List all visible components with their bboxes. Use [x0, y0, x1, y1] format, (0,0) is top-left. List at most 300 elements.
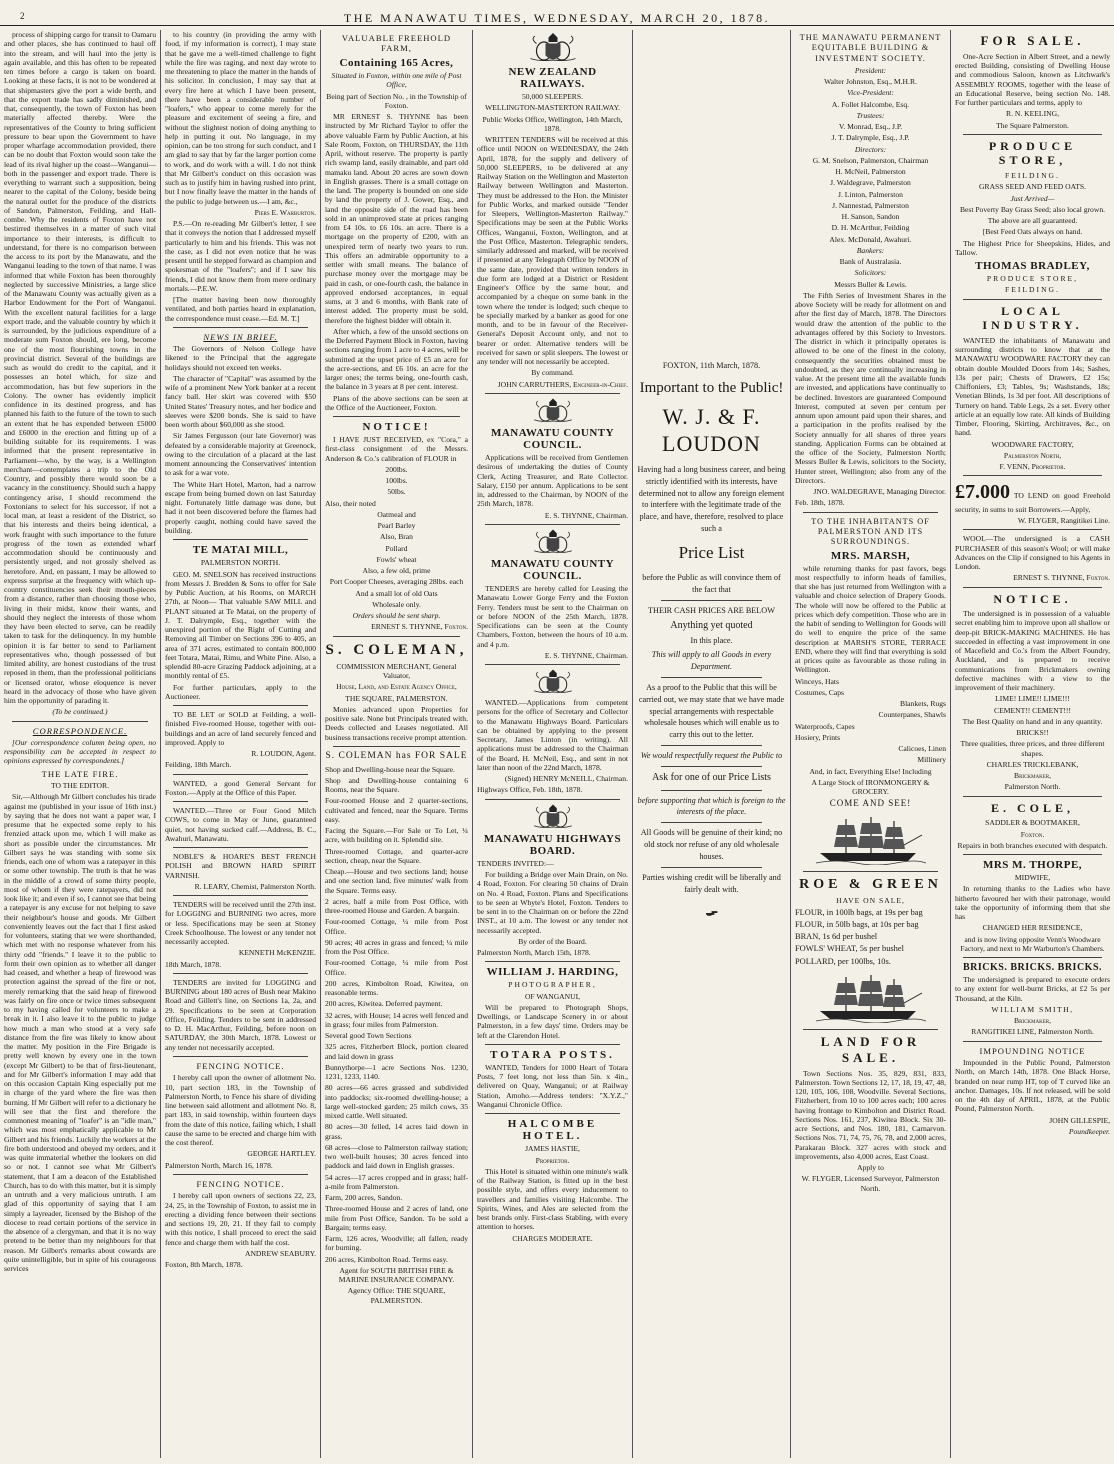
ad-text: THEIR CASH PRICES ARE BELOW [648, 605, 775, 615]
signature: ANDREW SEABURY. [244, 1248, 316, 1258]
ad-text: By command. [531, 368, 574, 378]
list-item: 50lbs. [387, 487, 406, 497]
name: J. T. Dalrymple, Esq., J.P. [831, 133, 910, 143]
signature: R. LOUDON, Agent. [251, 749, 316, 759]
ad-heading: S. COLEMAN has FOR SALE [325, 750, 468, 761]
ad-subheading: MIDWIFE, [1014, 873, 1051, 883]
ad-text: The undersigned is prepared to execute orders to any extent for well-burnt Bricks, at £2 5s per Thousand, at the Kiln. [955, 975, 1110, 1003]
ad-text: CHANGED HER RESIDENCE, [982, 923, 1083, 933]
news-item: The Governors of Nelson College have likened to the Principal that the aggregate holidays should not exceed ten weeks. [165, 344, 316, 372]
signature: CHARLES TRICKLEBANK, [986, 759, 1079, 769]
ad-heading: FENCING NOTICE. [196, 1178, 285, 1189]
ad-subheading: House, Land, and Estate Agency Office, [336, 682, 457, 692]
ad-text: Agency Office: THE SQUARE, PALMERSTON. [347, 1286, 446, 1305]
column-7 [951, 30, 1114, 1458]
ad-subheading: PHOTOGRAPHER, [508, 980, 597, 990]
ad-text: Orders should be sent sharp. [352, 611, 441, 621]
list-item: Cheap.—House and two sections land; house and one section land, five minutes' walk from the Square. Terms easy. [325, 867, 468, 895]
ad-text: Impounded in the Public Pound, Palmerston North, on March 14th, 1878. One Black Horse, branded on near rump HT, top of T curved like an anchor. Damages, 10s. If not released, will be sold on the 4th day of APRIL, 1878, at the Public Pound, Palmerston North. [955, 1058, 1110, 1114]
list-item: Millinery [917, 755, 946, 765]
column-5 [633, 30, 790, 1458]
signature: WILLIAM SMITH, [991, 1004, 1074, 1014]
signature: E. S. THYNNE, Chairman. [544, 510, 628, 520]
ad-text: WOOL—The undersigned is a CASH PURCHASER of this season's Wool; or will make Advances on the Clip if consigned to his Agents in London. [955, 534, 1110, 572]
divider [173, 1174, 308, 1175]
ad-text: NOBLE'S & HOARE'S BEST FRENCH POLISH and BROWN HARD SPIRIT VARNISH. [165, 852, 316, 880]
ad-date: 18th March, 1878. [165, 959, 222, 969]
ad-text: I HAVE JUST RECEIVED, ex "Cora," a first-class consignment of the Messrs. Anderson & Co.'s calibration of FLOUR in [325, 435, 468, 463]
divider [803, 871, 938, 872]
ad-text: Having had a long business career, and being strictly identified with its interests, have determined not to allow any foreign element to interfere with the legitimate trade of the place, and have, therefore, resolved to place such a [637, 464, 786, 534]
ad-text: Monies advanced upon Properties for positive sale. None but Principals treated with. Deeds collected and Leases negotiated. All business transactions receive prompt attention. [325, 704, 468, 742]
correspondence-heading: CORRESPONDENCE. [32, 725, 128, 736]
signature-title: Poundkeeper. [1068, 1126, 1110, 1136]
list-item: Waterproofs, Capes [795, 721, 855, 731]
ad-text: Ask for one of our Price Lists [652, 772, 771, 784]
divider [661, 822, 762, 823]
signature: W. FLYGER, Licensed Surveyor, Palmerston North. [801, 1174, 940, 1193]
ad-subheading: Brickmaker, [1014, 1016, 1051, 1026]
ad-location: Situated in Foxton, within one mile of Post Office, [331, 71, 462, 90]
ad-heading: BRICKS. BRICKS. BRICKS. [962, 962, 1103, 974]
ad-text: By order of the Board. [518, 936, 587, 946]
name: D. H. McArthur, Feilding [831, 223, 910, 233]
ad-heading: NEW ZEALAND RAILWAYS. [508, 66, 597, 91]
ad-heading: MRS. MARSH, [830, 549, 911, 562]
ad-place: Palmerston North, [1003, 450, 1062, 460]
ad-text: Best Poverty Bay Grass Seed; also local grown. [959, 204, 1106, 214]
divider [661, 600, 762, 601]
list-item: Also, Bran [380, 532, 413, 542]
newspaper-title: THE MANAWATU TIMES, WEDNESDAY, MARCH 20, 1878. [343, 11, 771, 25]
ad-date: FOXTON, 11th March, 1878. [662, 361, 761, 370]
list-item: Blankets, Rugs [900, 699, 946, 709]
ad-text: WANTED, a good General Servant for Foxton.—Apply at the Office of this Paper. [165, 778, 316, 797]
list-item: Three-roomed House and 2 acres of land, one mile from Post Office, Sandon. To be sold a Bargain; terms easy. [325, 1204, 468, 1232]
ad-text: WANTED.—Three or Four Good Milch COWS, to come in May or June, guaranteed quiet, not having sucked calf.—Address, B. C., Awahuri, Manawatu. [165, 806, 316, 843]
ad-text: The above are all guaranteed. [987, 216, 1078, 226]
ad-heading: NOTICE! [362, 421, 431, 434]
divider [485, 664, 620, 665]
divider [963, 1041, 1102, 1042]
list-item: Facing the Square.—For Sale or To Let, ¼ acre, with building on it. Splendid site. [325, 826, 468, 845]
signature: Piers E. Warburton. [254, 207, 316, 217]
ad-date: Feilding, 18th March. [165, 760, 232, 770]
list-item: BRAN, 1s 6d per bushel [795, 932, 878, 942]
ad-text: BRICKS!! [1016, 728, 1049, 738]
divider [485, 1044, 620, 1045]
royal-crest-icon [528, 529, 578, 555]
divider [485, 393, 620, 394]
ad-heading: S. COLEMAN, [325, 641, 468, 658]
royal-crest-icon [528, 398, 578, 424]
ad-heading: NOTICE. [993, 591, 1072, 606]
divider [173, 895, 308, 896]
pointing-hand-icon [705, 908, 719, 918]
ad-text: Anything yet quoted [670, 619, 753, 631]
news-heading: NEWS IN BRIEF. [203, 331, 278, 342]
list-item: And a small lot of old Oats [355, 588, 438, 598]
divider [963, 854, 1102, 855]
divider [963, 957, 1102, 958]
firm-name: W. J. & F. LOUDON [662, 404, 761, 456]
column-4 [473, 30, 632, 1458]
list-item: FOWLS' WHEAT, 5s per bushel [795, 944, 904, 954]
label: Bankers: [856, 245, 885, 255]
divider [173, 774, 308, 775]
ad-text: CEMENT!! CEMENT!!! [994, 705, 1071, 715]
ad-text: Will be prepared to Photograph Shops, Dwellings, or Landscape Scenery in or about Palmerston, in a few days' time. Orders may be left at the Clarendon Hotel. [477, 1002, 628, 1040]
ad-text: The Fifth Series of Investment Shares in the above Society will be ready for allotment on and after the first day of March, 1878. The Directors would draw the attention of the public to the advantages offered by this Society to Investors. The district in which it principally operates is allowed to be one of the finest in the colony, consequently the securities obtained must be undoubted, as they are continually increasing in value. At the present time all the available funds are invested, and applications have continually to be declined. Investors are guaranteed Compound Interest, computed at seven per centum per annum upon amount paid upon their shares, and a participation in the profits realised by the Society annually for all shares of three years standing. Application Forms can be obtained at the office of the Society, Palmerston North; Messrs Buller & Lewis, solicitors to the Society, Hunter street, Wellington; also from any of the Directors. [795, 290, 946, 485]
ad-subheading: Proprietor. [535, 1155, 570, 1165]
ad-heading: VALUABLE FREEHOLD FARM, [341, 33, 452, 54]
ad-text: COME AND SEE! [829, 798, 912, 809]
ad-heading: TOTARA POSTS. [490, 1048, 615, 1061]
ad-place: THE SQUARE, PALMERSTON. [345, 693, 448, 703]
ad-text: Parties wishing credit will be liberally and fairly dealt with. [642, 873, 781, 894]
ad-date: Highways Office, Feb. 18th, 1878. [477, 785, 583, 795]
ad-text: WANTED the inhabitants of Manawatu and surrounding districts to know that at the MANAWATU WOODWARE FACTORY they can obtain double Moulded Doors from 14s; Sashes, 13s per pair; Chests of Drawers, £2 15s; Chiffoniers, £3; Tables, 9s; Washstands, 18s; Venetian Blinds, 1s 3d per foot. All descriptions of Turnery on hand. Table Legs, 2s a set. Every other article at an equally low rate. All kinds of Building Timber, Flooring, Skirting, Architraves, &c., on hand. [955, 335, 1110, 438]
signature: (Signed) HENRY McNEILL, Chairman. [504, 774, 628, 784]
ad-place: FEILDING. [1005, 171, 1060, 181]
list-item: Four-roomed Cottage, ¼ mile from Post Office. [325, 917, 468, 936]
list-item: 325 acres, Fitzherbert Block, portion cleared and laid down in grass [325, 1042, 468, 1061]
ad-heading: FENCING NOTICE. [196, 1060, 285, 1071]
ad-text: WANTED, Tenders for 1000 Heart of Totara Posts, 7 feet long, not less than 5in. x 4in., delivered on Quay, Wanganui; or at Railway Station, Amoho.—Address tenders: "X.Y.Z.," Wanganui Chronicle Office. [477, 1062, 628, 1109]
ad-text: We would respectfully request the Public to [640, 751, 783, 761]
ad-text: WRITTEN TENDERS will be received at this office until NOON on WEDNESDAY, the 24th April, 1878, for the supply and delivery of 50,000 SLEEPERS, to be delivered at any Railway Station on the Wellington and Masterton Railway between Wellington and Masterton. They must be addressed to the Hon. the Minister for Public Works, and marked outside "Tender for Sleepers, Wellington-Masterton Railway." Specifications may be seen at the Public Works Offices, Wanganui, Foxton, Wellington, and at the Post Office, Masterton. Telegraphic tenders, similarly addressed and marked, will be received if presented at any Telegraph Office by NOON of the same date, provided that written tenders in due form are lodged at a District or Resident Engineer's Office by the same hour, and accompanied by a cheque on some bank in the town where the tender is lodged; such cheque to be specially marked by a banker as good for one month, and to be in favour of the Receiver-General's Deposit Account only, and not to bearer or order. Alternative tenders will be received for sawn or split sleepers. The lowest or any tender will not necessarily be accepted. [477, 135, 628, 367]
divider [661, 867, 762, 868]
ad-subheading: WOODWARE FACTORY, [991, 439, 1074, 449]
ad-heading: HALCOMBE HOTEL. [507, 1118, 598, 1143]
divider [173, 801, 308, 802]
list-item: 90 acres; 40 acres in grass and fenced; ¼ mile from the Post Office. [325, 937, 468, 957]
ad-subheading: COMMISSION MERCHANT, General Valuator, [336, 661, 457, 681]
column-2 [161, 30, 320, 1458]
ad-heading: LAND FOR SALE. [820, 1033, 921, 1065]
letter-text: Sir,—Although Mr Gilbert concludes his tirade against me (published in your issue of 16th inst.) by saying that he does not want a paper war, I presume that he expected some reply to his frenzied attack upon me, which I will make as short as possible under the circumstances. Mr Gilbert says he was standing with some six friends, each one of whom was a ratepayer in this or some other township. The truth is that he was in the middle of a crowd of some thirty people, most of whom if they were ratepayers, did not look like it; and even if so, I cannot see that being a ratepayer is any excuse for not helping to save their neighbour's house and goods. Mr Gilbert conveniently leaves out the fact that I first asked for volunteers, stating that we were shorthanded, which met with no response whatever from his thirty odd "friends." I leave it to the public to form their own opinion as to whether all danger had ceased, and whether a heap of firewood was protection against the spread of the fire or not, merely remarking that the said heap of firewood was fairly on fire once or twice times subsequent to my having called for volunteers to make a break in it. I also leave it to the public to judge how much a man who stood at a very safe distance from the fire was likely to know about the matter. My position in the Fire Brigade is pretty well known by every one in the town (except Mr Gilbert) to be that of first-lieutenant, and for Mr Gilbert's information I may add that on this occasion Captain King especially put me in charge of the yard where the fire was then burning. If Mr Gilbert will refer to a dictionary he will see that the first and therefore the commonest meaning of "loafer" is an "idle man," which was most emphatically applicable to Mr Gilbert and his friends. Luckily the workers at the fire both understood and obeyed my orders, and it was quite immaterial whether the lookers on did so or not. I cannot see what Mr Gilbert's statement, that I am a deacon of the Established Church, has to do with this matter, but it is simply an untruth and a very malicious untruth. I am glad of this opportunity of saying that I am simply a layreader, licensed by the Bishop of the diocese to read certain portions of the service in the absence of a clergyman, and that it is no way pretend to be better than my neighbours for that reason. Mr Gilbert's remarks about cowards are quite unintelligible, but in spite of his courageous services [4, 792, 156, 1274]
ad-text: [Best Feed Oats always on hand. [982, 227, 1083, 237]
list-item: 2 acres, half a mile from Post Office, with three-roomed House and Garden. A bargain. [325, 896, 468, 916]
divider [173, 973, 308, 974]
ad-text: TENDERS are hereby called for Leasing the Manawatu Lower Gorge Ferry and the Foxton Ferry. Tenders must be sent to the Chairman on or before NOON of the 25th March, 1878. Specifications can be seen at the County Chambers, Foxton, between the hours of 10 a.m. and 4 p.m. [477, 584, 628, 649]
name: J. Linton, Palmerston [838, 189, 903, 199]
signature: F. VENN, Proprietor. [999, 462, 1066, 472]
ad-text: For further particulars, apply to the Auctioneer. [165, 682, 316, 701]
name: Alex. McDonald, Awahuri. [829, 234, 912, 244]
divider [173, 327, 308, 328]
ad-date: Foxton, 8th March, 1878. [165, 1260, 243, 1270]
ad-subheading: SADDLER & BOOTMAKER, [985, 818, 1080, 828]
list-item: 68 acres—close to Palmerston railway station; two well-built houses; 30 acres fenced into paddock and laid down in English grasses. [325, 1142, 468, 1171]
ad-text: I hereby call upon owners of sections 22, 23, 24, 25, in the Township of Foxton, to assist me in erecting a dividing fence between their sections and sections 19, 20, 21. If they fail to comply with this notice, I shall proceed to erect the said fence and charge them with half the cost. [165, 1191, 316, 1247]
list-item: Also, their noted [325, 498, 376, 508]
signature: JOHN CARRUTHERS, Engineer-in-Chief. [497, 379, 628, 389]
royal-crest-icon [523, 33, 583, 63]
divider [963, 587, 1102, 588]
continued-note: (To be continued.) [52, 707, 108, 717]
divider [173, 705, 308, 706]
divider [963, 299, 1102, 300]
ad-text: TO BE LET or SOLD at Feilding, a well-finished Five-roomed House, together with out-buildings and an acre of land securely fenced and improved. Apply to [165, 710, 316, 747]
loan-ad [955, 480, 1110, 514]
signature: W. FLYGER, Rangitikei Line. [1017, 516, 1110, 526]
list-item: Bunnythorpe—1 acre Sections Nos. 1230, 1231, 1233, 1140. [325, 1062, 468, 1082]
list-item: Hosiery, Prints [795, 732, 841, 742]
ad-place: Palmerston North. [1004, 782, 1061, 792]
divider [963, 529, 1102, 530]
signature: GEORGE HARTLEY. [247, 1149, 316, 1159]
signature: R. N. KEELING, [1006, 109, 1059, 119]
ad-subheading: HAVE ON SALE, [836, 896, 905, 906]
divider [963, 796, 1102, 797]
ad-text: After which, a few of the unsold sections on the Deferred Payment Block in Foxton, having sections ranging from 1 acre to 4 acres, will be submitted at the upset price of £5 an acre for the acre-sections, and £6 10s. an acre for the larger ones; the terms being, one-fourth cash, the balance in 3 years at 8 per cent. interest. [325, 326, 468, 392]
column-6 [791, 30, 950, 1458]
royal-crest-icon [528, 669, 578, 695]
ad-text: GEO. M. SNELSON has received instructions from Messrs J. Bredden & Sons to offer for Sale by Public Auction, at his Rooms, on MARCH 27th, at Noon— That valuable SAW MILL and PLANT situated at Te Matai, on the property of J. T. Dalrymple, Esq., together with the unexpired portion of the Right of Cutting and Removing all Timber on Sections 396 to 405, an area of 371 acres, estimated to contain 800,000 feet Totara, Matai, Rimu, and White Pine. Also, a splendid 80-acre Grazing Paddock adjoining, at a monthly rental of £5. [165, 569, 316, 681]
ad-text: Repairs in both branches executed with despatch. [957, 840, 1108, 850]
ad-text: Agent for SOUTH BRITISH FIRE & MARINE INSURANCE COMPANY. [338, 1265, 455, 1285]
divider [803, 1029, 938, 1030]
sailing-ship-icon [816, 973, 926, 1023]
label: Trustees: [856, 110, 885, 120]
list-item: 100lbs. [385, 476, 408, 486]
ad-heading: IMPOUNDING NOTICE [979, 1045, 1086, 1056]
ad-place: RANGITIKEI LINE, Palmerston North. [971, 1027, 1094, 1037]
list-item: Fowls' wheat [376, 554, 417, 564]
ad-subheading: Containing 165 Acres, [339, 56, 454, 69]
list-item: Costumes, Caps [795, 687, 844, 697]
ad-text: A Large Stock of IRONMONGERY & GROCERY. [811, 777, 930, 797]
ad-text: This will apply to all Goods in every Department. [651, 649, 772, 671]
list-item: Shop and Dwelling-house containing 6 Rooms, near the Square. [325, 775, 468, 795]
ad-subheading: Brickmaker, [1014, 771, 1051, 781]
list-item: Also, a few old, prime [362, 566, 431, 576]
ad-place: PALMERSTON NORTH. [200, 558, 281, 568]
divider [333, 636, 460, 637]
ad-text: For building a Bridge over Main Drain, on No. 4 Road, Foxton. For clearing 50 chains of Drain on No. 4 Road, Foxton. Plans and Specifications to be seen at Whyte's Hotel, Foxton. Tenders to be sent in to the Chairman on or before the 22nd INST., at 10 a.m. The lowest or any tender not necessarily accepted. [477, 870, 628, 935]
divider [485, 1113, 620, 1114]
name: J. Nannestad, Palmerston [832, 200, 909, 210]
list-item: Oatmeal and [377, 509, 416, 519]
ad-place: The Square Palmerston. [996, 120, 1069, 130]
ad-text: The Highest Price for Sheepskins, Hides, and Tallow. [955, 238, 1110, 257]
ad-subheading: OF WANGANUI, [524, 991, 581, 1001]
divider [661, 745, 762, 746]
label: President: [854, 65, 887, 75]
list-item: Farm, 126 acres, Woodville; all fallen, ready for burning. [325, 1234, 468, 1253]
news-item: The White Hart Hotel, Marton, had a narrow escape from being burned down on last Saturday night. Fortunately little damage was done, but had it not been discovered before the flames had properly caught, nothing could have saved the building. [165, 479, 316, 535]
ad-subheading: GRASS SEED AND FEED OATS. [979, 182, 1086, 192]
signature: E. S. THYNNE, Chairman. [544, 650, 628, 660]
page-number: 2 [20, 11, 25, 21]
ad-text: The Best Quality on hand and in any quantity. [962, 716, 1103, 726]
ad-text: and is now living opposite Venn's Woodware Factory, and next to Mr Warburton's Chambers. [960, 934, 1105, 953]
ad-text: All Goods will be genuine of their kind; no old stock nor refuse of any old wholesale houses. [640, 828, 783, 862]
list-item: 80 acres—30 felled, 14 acres laid down in grass. [325, 1122, 468, 1141]
divider [173, 539, 308, 540]
salutation: TO THE EDITOR. [50, 781, 109, 791]
signature: KENNETH McKENZIE. [238, 948, 316, 958]
ad-heading: Important to the Public! [639, 379, 784, 396]
signature: JOHN GILLESPIE, [1049, 1115, 1110, 1125]
signature: R. LEARY, Chemist, Palmerston North. [194, 881, 316, 891]
list-item: FLOUR, in 50lb bags, at 10s per bag [795, 919, 919, 929]
ad-text: Town Sections Nos. 35, 829, 831, 833, Palmerston. Town Sections 12, 17, 18, 19, 47, 48, 120, 105, 106, 108, Woodville. Several Sections, Fitzherbert, from 10 to 100 acres each; 100 acres having frontage to Kimbolton and District Road. Sections Nos. 161, 237, Kiwitea Block. Six 30-acre Sections, and Nos. 180, 181, Carnarvon. Sections Nos. 71, 74, 75, 76, 78, and 2,000 acres, Parakarau Block. 327 acres with stock and improvements, also 4,000 acres, East Coast. [795, 1068, 946, 1161]
ad-section: Being part of Section No. , in the Township of Foxton. [326, 91, 467, 110]
list-item: 200lbs. [385, 464, 408, 474]
sailing-ship-icon [816, 815, 926, 865]
list-item: FLOUR, in 100lb bags, at 19s per bag [795, 907, 923, 917]
article-heading: THE LATE FIRE. [41, 768, 119, 779]
name: H. Sanson, Sandon [841, 212, 900, 221]
ad-subheading: TENDERS INVITED:— [477, 858, 554, 868]
name: J. Waldegrave, Palmerston [830, 178, 911, 188]
column-1 [0, 30, 160, 1458]
list-item: Counterpanes, Shawls [878, 710, 946, 720]
ad-date: Feb. 18th, 1878. [795, 498, 845, 508]
signature: ERNEST S. THYNNE, Foxton. [371, 622, 468, 632]
ad-heading: MANAWATU HIGHWAYS BOARD. [483, 832, 622, 857]
divider [963, 134, 1102, 135]
ad-heading: THE MANAWATU PERMANENT EQUITABLE BUILDING & INVESTMENT SOCIETY. [799, 33, 942, 63]
divider [485, 961, 620, 962]
ad-heading: TE MATAI MILL, [192, 544, 289, 557]
list-item: Four-roomed Cottage, ¼ mile from Post Office. [325, 958, 468, 977]
article-text: process of shipping cargo for transit to Oamaru and other places, she has continued to haul off into the stream, and will haul into the jetty is again available, and this has often to be repeated ten times before a cargo is taken on board. Looking at these facts, it is not to be wondered at that shipmasters give the port a wide berth, and that the export trade has sadly diminished, and that, consequently, the town of Foxton has been materially affected thereby. Were the representatives of the County to bring sufficient pressure to bear upon the Government to have proper wharfage accommodation provided, there can be no doubt that Foxton would soon take the lead of its rival higher up the coast—Wanganui—both in the passenger and export trade. There is everything to warrant such a supposition, being nearer to the capital of the Colony, beside being the natural outlet for the produce of the districts of Sandon, Palmerston, Feilding, and Hall-combe. Why the residents of Foxton have not bestirred themselves in a matter of such vital importance to their interests, is difficult to understand, for there is no comparison between the access to its port by the Manawatu, and the Wanganui leading to the town of that name. I was informed that while Foxton has been thoroughly neglected by successive Ministries, a large slice of the Manawatu County was actually given as a Harbor Endowment for the Port of Wanganui. With the excellent natural facilities for a large export trade, and the valuable country by which it is surrounded, by the judicious expenditure of a moderate sum Foxton should, ere long, become one of the most flourishing towns in the provincial district. Several of the buildings are such as would do credit to the capital, and it possesses an hotel which, for size and accommodation, has but few superiors in the Colony. The owner has evidently implicit confidence in its destined progress, and has planned his faith to the future of the town to such an extent that he has expended between £5000 and £6000 in the erection and fitting up of a building suitable for its requirements. I was informed that the present representative in Parliament—who, by the way, is a Wellington merchant—contemplates a trip to the Old Country, and possibly there would soon be a vacancy in the constituency. Should such a happy contingency arise, I should recommend the Foxtonians to select for his successor, if not a local man, at least a resident of the District, so that his interests and theirs being identical, a work fraught with such importance to the future progress of the town as extended wharf accommodation should be continuously and persistently urged, and not grossly shelved as heretofore. And, en passant, I may be allowed to express surprise at the frequency with which up-country constituencies seek their mouth-pieces from a distance, rather than choosing those who, living in their midst, know their wants, and should they neglect the interests of those whom they have been elected to serve, can be readily taken to task for the delinquency. In my humble opinion it is far better to send to Parliament representatives who, though possessed of but limited ability, are honest custodians of the trust reposed in them, than the professional politicians or licensed orator, whose eloquence is never heard in the advocacy of those who have given him the opportunity of parading it. [4, 30, 156, 705]
ad-heading: FOR SALE. [980, 33, 1085, 48]
ad-place: FEILDING. [1005, 285, 1060, 295]
divider [12, 721, 148, 722]
divider [661, 790, 762, 791]
list-item: 200 acres, Kiwitea. Deferred payment. [325, 999, 443, 1009]
ad-date: Palmerston North, March 15th, 1878. [477, 948, 591, 957]
news-item: The character of "Capital" was assumed by the wife of a prominent New York banker at a recent fancy ball. Her skirt was covered with $50 United States' Treasury notes, and her bodice and sleeves were $200 bonds. She is said to have been worth about $60,000 as she stood. [165, 373, 316, 430]
ad-text: LIME! LIME!! LIME!!! [995, 694, 1070, 704]
name: A. Follet Halcombe, Esq. [831, 99, 910, 109]
ad-text: MR ERNEST S. THYNNE has been instructed by Mr Richard Taylor to offer the above valuable Farm by Public Auction, at his Sale Room, Foxton, on THURSDAY, the 11th April, without reserve. The property is partly rich swamp land, easily drainable, and part old mamaku land. About 20 acres are sown down in English grasses. There is a small cottage on the land. The property is bounded on one side by land the property of J. Gower, Esq., and land the opposite side of the road has been sold in an unimproved state at prices ranging from £4 10s. to £6 10s. an acre. There is a mortgage on the property of £200, with an unexpired term of nearly two years to run. This offers an admirable opportunity to a settler with small means. The balance of purchase money over the mortgage may be paid in cash, or one-fourth cash, the balance in approved endorsed acceptances, in equal sums, at 3 and 6 months, with Bank rate of interest added. The property must be sold, therefore the highest bidder will obtain it. [325, 112, 468, 325]
ad-heading: PRODUCE STORE, [988, 138, 1077, 168]
label: Vice-President: [847, 88, 894, 98]
list-item: Port Cooper Cheeses, averaging 28lbs. each [329, 577, 464, 587]
ad-text: while returning thanks for past favors, begs most respectfully to inform heads of families, that she has just returned from Wellington with a valuable and choice selection of Drapery Goods. The whole will now be offered to the Public at prices which defy competition. Those who are in the habit of sending to Wellington for Goods will do well to enquire the price of the same description at MARSH'S STORE, TERRACE END, where they will find that everything is sold at prices quite as favourable as those ruling in Wellington. [795, 563, 946, 675]
ad-date: Palmerston North, March 16, 1878. [165, 1160, 273, 1170]
name: Bank of Australasia. [839, 257, 902, 266]
label: Directors: [854, 144, 887, 154]
list-item: 54 acres—17 acres cropped and in grass; half-a-mile from Palmerston. [325, 1172, 468, 1191]
list-item: Winceys, Hats [795, 676, 839, 686]
ad-subheading: JAMES HASTIE, [525, 1144, 580, 1154]
list-item: Three-roomed Cottage, and quarter-acre section, cheap, near the Square. [325, 846, 468, 865]
ad-text: TO LEND on good Freehold security, in sums to suit Borrowers.—Apply, [955, 491, 1110, 514]
ad-text: before the Public as will convince them of the fact that [642, 572, 781, 594]
ad-subheading: 50,000 SLEEPERS. [522, 92, 583, 102]
ad-text: TENDERS will be received until the 27th inst. for LOGGING and BURNING two acres, more or less. Specifications may be seen at Stoney Creek Schoolhouse. The lowest or any tender not necessarily accepted. [165, 900, 316, 947]
ad-heading: WILLIAM J. HARDING, [486, 966, 619, 979]
list-item: 32 acres, with House; 14 acres well fenced and in grass; four miles from Palmerston. [325, 1010, 468, 1029]
label: Solicitors: [854, 268, 887, 278]
name: Walter Johnston, Esq., M.H.R. [824, 77, 917, 86]
list-item: POLLARD, per 100lbs, 10s. [795, 956, 891, 966]
ad-heading: Price List [678, 543, 745, 563]
list-item: Calicoes, Linen [898, 744, 946, 754]
divider [333, 746, 460, 747]
royal-crest-icon [528, 804, 578, 830]
ad-text: CHARGES MODERATE. [512, 1233, 593, 1243]
list-item: 206 acres, Kimbolton Road. Terms easy. [325, 1254, 448, 1264]
name: V. Monrad, Esq., J.P. [838, 122, 903, 131]
editor-note: [The matter having been now thoroughly ventilated, and both parties heard in explanation, the correspondence must cease.—Ed. M. T.] [165, 295, 316, 323]
list-item: 200 acres, Kimbolton Road, Kiwitea, on reasonable terms. [325, 978, 468, 998]
ad-subheading: WELLINGTON-MASTERTON RAILWAY. [485, 103, 620, 113]
ad-text: TENDERS are invited for LOGGING and BURNING about 180 acres of Bush near Makino Road and Gillett's line, on Sections 1a, 2a, and 29. Specifications to be seen at Corporation Office, Feilding. Tenders to be sent in addressed to D. H. MacArthur, Feilding, before noon on SATURDAY, the 30th March, 1878. Lowest or any tender not necessarily accepted. [165, 977, 316, 1052]
ad-text: In this place. [690, 636, 733, 646]
list-item: Farm, 200 acres, Sandon. [325, 1193, 403, 1203]
list-item: 80 acres—66 acres grassed and subdivided into paddocks; six-roomed dwelling-house; a large well-stocked garden; 25 milch cows, 35 mixed cattle. Well situated. [325, 1083, 468, 1121]
ad-text: Just Arrived— [1010, 193, 1055, 203]
ad-text: Apply to [857, 1163, 884, 1173]
list-item: Shop and Dwelling-house near the Square. [325, 764, 455, 774]
ad-text: WANTED.—Applications from competent persons for the office of Secretary and Collector to the Manawatu Highways Board. Particulars can be obtained by applying to the present Secretary, James Linton (in writing). All applications must be addressed to the Chairman of the Board, H. McNeil, Esq., and sent in not later than noon of the 22nd March, 1878. [477, 698, 628, 772]
divider [963, 475, 1102, 476]
divider [173, 847, 308, 848]
signature: ERNEST S. THYNNE, Foxton. [1013, 573, 1110, 583]
name: H. McNeil, Palmerston [835, 167, 906, 176]
ad-text: In returning thanks to the Ladies who have hitherto favoured her with their patronage, would take the opportunity of informing them that she has [955, 884, 1110, 922]
ad-text: The undersigned is in possession of a valuable secret enabling him to improve upon all shallow or deep-pit BRICK-MAKING MACHINES. He has succeeded in effecting a vast improvement in one of Macefield and Co.'s from the Albert Foundry, Auckland, and is prepared to receive communications from Brickmakers owning defective machines with a view to the improvement of their machinery. [955, 609, 1110, 693]
ad-text: before supporting that which is foreign to the interests of the place. [637, 795, 786, 817]
ad-heading: LOCAL INDUSTRY. [982, 303, 1083, 333]
divider [485, 799, 620, 800]
masthead [0, 0, 1114, 26]
name: G. M. Snelson, Palmerston, Chairman [812, 155, 929, 165]
loan-amount: £7.000 [955, 481, 1010, 504]
list-item: Several good Town Sections [325, 1031, 412, 1041]
ad-text: Plans of the above sections can be seen at the Office of the Auctioneer, Foxton. [325, 393, 468, 412]
price-list [795, 908, 946, 967]
column-3 [321, 30, 472, 1458]
divider [485, 524, 620, 525]
ad-subheading: PRODUCE STORE, [986, 274, 1079, 284]
ad-text: Three qualities, three prices, and three different shapes. [960, 739, 1105, 758]
news-item: Sir James Fergusson (our late Governor) was defeated by a considerable majority at Greenock, owing to the circulation of a placard at the last moment announcing the Conservatives' intention to ask for a war vote. [165, 431, 316, 478]
list-item: Four-roomed House and 2 quarter-sections, cultivated and fenced, near the Square. Terms easy. [325, 796, 468, 824]
ad-place: Public Works Office, Wellington, 14th March, 1878. [482, 114, 623, 133]
ad-heading: MANAWATU COUNTY COUNCIL. [490, 426, 615, 452]
ad-heading: E. COLE, [990, 800, 1074, 815]
letter-text: to his country (in providing the army with food, if my information is correct), I may state that he gave me a well-timed challenge to fight while the fire was raging, and next day wrote to me threatening to place the matter in the hands of his solicitor. In conclusion, I may say that at every fire here at which I have been present, there have been a considerable number of "loafers," who appear to come merely for the pleasure and excitement of seeing a fire, and without the slightest notion of doing anything to help in putting it out. No language, in my opinion, can be too strong for such conduct, and I am glad to say that by far the larger portion come to work, and do work with a will. I do not think that Mr Gilbert's conduct on this occasion was such as to justify him in having rushed into print, but I now finally leave the matter in the hands of the public to judge between us.—I am, &c., [165, 30, 316, 206]
signature: JNO. WALDEGRAVE, Managing Director. [813, 487, 946, 496]
signature: THOMAS BRADLEY, [975, 260, 1090, 273]
divider [333, 416, 460, 417]
ad-text: And, in fact, Everything Else! Including [809, 766, 932, 776]
sale-list [325, 765, 468, 1264]
divider [173, 1056, 308, 1057]
correspondence-note: [Our correspondence column being open, no responsibility can be accepted in respect to opinions expressed by correspondents.] [4, 737, 156, 766]
ad-heading: TO THE INHABITANTS OF PALMERSTON AND ITS SURROUNDINGS. [811, 516, 930, 546]
postscript: P.S.—On re-reading Mr Gilbert's letter, I see that it conveys the notion that I addressed myself particularly to him and his friends. This was not the case, as I did not even notice that he was present until he stepped forward as champion and spokesman of the "loafers"; and if I saw his friends, I did not know them from mere ordinary mortals.—P.E.W. [165, 219, 316, 293]
ad-text: Wholesale only. [372, 599, 421, 609]
ad-place: Foxton. [1020, 829, 1045, 839]
ad-text: One-Acre Section in Albert Street, and a newly erected Building, consisting of Dwelling House and commodious Saloon, known as Litchwark's ASSEMBLY ROOMS, together with the lease of an Educational Reserve, being section No. 148. For further particulars and terms, apply to [955, 51, 1110, 108]
ad-heading: ROE & GREEN [799, 877, 942, 893]
ad-text: This Hotel is situated within one minute's walk of the Railway Station, is fitted up in the best possible style, and offers every inducement to travellers and families visiting Halcombe. The Spirits, Wines, and Ales are selected from the best brands only. First-class Stabling, with every attention to horses. [477, 1166, 628, 1232]
ad-heading: MRS M. THORPE, [982, 859, 1083, 872]
name: Messrs Buller & Lewis. [834, 279, 907, 289]
list-item: Pearl Barley [377, 521, 416, 531]
divider [661, 677, 762, 678]
ad-text: Applications will be received from Gentlemen desirous of undertaking the duties of County Clerk, Acting Treasurer, and Rate Collector. Salary, £150 per annum. Applications to be sent in, addressed to the Chairman, by NOON of the 25th March, 1878. [477, 453, 628, 509]
